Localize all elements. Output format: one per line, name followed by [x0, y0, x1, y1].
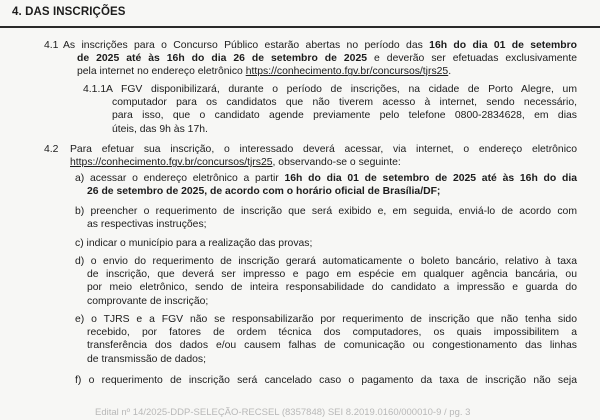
item-4-1-1 [106, 83, 577, 136]
subitem-e-line-2: recebido, por fatores de ordem técnica dos computadores, os quais impossibilitem a [87, 327, 577, 339]
subitem-f [75, 374, 577, 387]
item-4-1-1-line-4: úteis, das 9h às 17h. [112, 123, 208, 135]
item-4-1-number: 4.1 [44, 40, 59, 51]
item-4-1-1-number: 4.1.1 [83, 84, 107, 95]
subitem-e [75, 313, 577, 366]
item-4-1-line-2: de 2025 até às 16h do dia 26 de setembro de 2025 e deverão ser efetuadas exclusivamente [77, 53, 578, 65]
subitem-d-line-3: por meio eletrônico, sendo de inteira responsabilidade do candidato a impressão e guarda do [87, 282, 577, 294]
item-4-1-1-line-1: A FGV disponibilizará, durante o período de inscrições, na cidade de Porto Alegre, um [106, 84, 577, 95]
subitem-f-line-1: f) o requerimento de inscrição será cancelado caso o pagamento da taxa de inscrição não seja [75, 375, 577, 386]
subitem-e-line-3: transferência dos dados e/ou causem falhas de comunicação ou congestionamento das linhas [87, 340, 577, 352]
subitem-d-line-4: comprovante de inscrição; [87, 295, 209, 307]
page-footer: Edital nº 14/2025-DDP-SELEÇÃO-RECSEL (8357848) SEI 8.2019.0160/000010-9 / pg. 3 [95, 407, 471, 418]
item-4-2-number: 4.2 [44, 144, 59, 155]
section-title: 4. DAS INSCRIÇÕES [12, 6, 126, 18]
subitem-d [75, 255, 577, 308]
subitem-b [75, 205, 577, 231]
subitem-a-line-2: 26 de setembro de 2025, de acordo com o horário oficial de Brasília/DF; [87, 186, 441, 198]
subitem-c-line-1: c) indicar o município para a realização das provas; [75, 238, 313, 249]
item-4-2-line-2: https://conhecimento.fgv.br/concursos/tjrs25, observando-se o seguinte: [70, 157, 401, 169]
subitem-a-line-1: a) acessar o endereço eletrônico a partir 16h do dia 01 de setembro de 2025 até às 16h do dia [75, 173, 577, 184]
item-4-2-link[interactable]: https://conhecimento.fgv.br/concursos/tjrs25 [70, 157, 273, 169]
item-4-2-line-1: Para efetuar sua inscrição, o interessado deverá acessar, via internet, o endereço eletrônico [70, 144, 577, 155]
subitem-c [75, 237, 577, 250]
subitem-b-line-1: b) preencher o requerimento de inscrição que será exibido e, em seguida, enviá-lo de acordo com [75, 206, 577, 217]
item-4-1-1-line-3: para isso, que o candidato agende previamente pelo telefone 0800-2834628, em dias [112, 110, 577, 122]
item-4-1 [63, 39, 577, 79]
subitem-e-line-4: de transmissão de dados; [87, 353, 206, 365]
item-4-1-line-1: As inscrições para o Concurso Público estarão abertas no período das 16h do dia 01 de setembro [63, 40, 577, 51]
subitem-e-line-1: e) o TJRS e a FGV não se responsabilizarão por requerimento de inscrição que não tenha sido [75, 314, 577, 325]
item-4-2 [70, 143, 577, 169]
item-4-1-1-line-2: computador para os candidatos que não tiverem acesso à internet, sendo necessário, [112, 97, 577, 109]
subitem-b-line-2: as respectivas instruções; [87, 219, 207, 231]
item-4-1-link[interactable]: https://conhecimento.fgv.br/concursos/tjrs25 [245, 66, 449, 78]
subitem-a [75, 172, 577, 198]
subitem-d-line-1: d) o envio do requerimento de inscrição gerará automaticamente o boleto bancário, relativo à taxa [75, 256, 577, 267]
item-4-1-line-3: pela internet no endereço eletrônico https://conhecimento.fgv.br/concursos/tjrs25. [77, 66, 452, 78]
subitem-d-line-2: de inscrição, que deverá ser impresso e pago em espécie em qualquer agência bancária, ou [87, 269, 577, 281]
